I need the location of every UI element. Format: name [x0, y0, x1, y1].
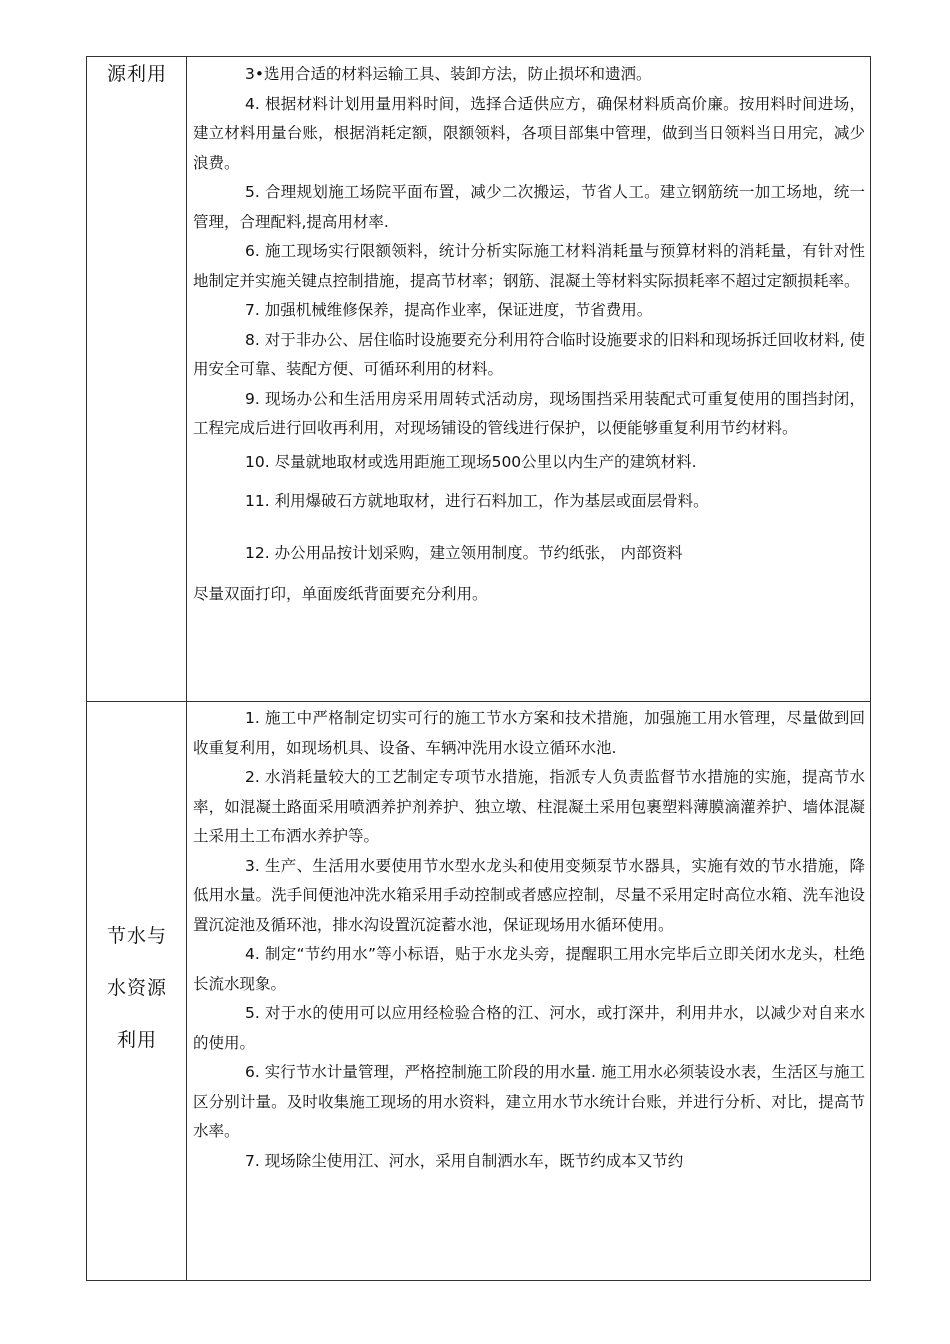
list-item: 4. 根据材料计划用量用料时间，选择合适供应方，确保材料质高价廉。按用料时间进场，建立材料用量台账，根据消耗定额，限额领料，各项目部集中管理，做到当日领料当日用完，减少浪费。: [193, 94, 865, 172]
section-label-line: 利用: [116, 1029, 157, 1051]
list-item: 4. 制定“节约用水”等小标语，贴于水龙头旁，提醒职工用水完毕后立即关闭水龙头，杜绝长流水现象。: [193, 945, 865, 993]
water-section-content: [193, 704, 865, 1176]
list-item: 7. 现场除尘使用江、河水，采用自制洒水车，既节约成本又节约: [245, 1151, 684, 1170]
list-item: 1. 施工中严格制定切实可行的施工节水方案和技术措施，加强施工用水管理，尽量做到回收重复利用，如现场机具、设备、车辆冲洗用水设立循环水池.: [193, 709, 865, 757]
section-label-material: 源利用: [106, 63, 167, 85]
section-label-line: 水资源: [106, 977, 167, 999]
list-item: 6. 实行节水计量管理，严格控制施工阶段的用水量. 施工用水必须装设水表，生活区与施工区分别计量。及时收集施工现场的用水资料，建立用水节水统计台账，并进行分析、对比，提高节水率。: [193, 1063, 865, 1140]
list-item: 12. 办公用品按计划采购，建立领用制度。节约纸张， 内部资料: [245, 543, 683, 562]
list-item-continuation: 尽量双面打印，单面废纸背面要充分利用。: [193, 585, 488, 603]
list-item: 2. 水消耗量较大的工艺制定专项节水措施，指派专人负责监督节水措施的实施，提高节水率，如混凝土路面采用喷洒养护剂养护、独立墩、柱混凝土采用包裹塑料薄膜滴灌养护、墙体混凝土采用土工布洒水养护等。: [193, 768, 865, 845]
list-item: 3•选用合适的材料运输工具、装卸方法，防止损坏和遗洒。: [245, 65, 652, 83]
list-item: 3. 生产、生活用水要使用节水型水龙头和使用变频泵节水器具，实施有效的节水措施，降低用水量。洗手间便池冲洗水箱采用手动控制或者感应控制，尽量不采用定时高位水箱、洗车池设置沉淀池及循环池，排水沟设置沉淀蓄水池，保证现场用水循环使用。: [193, 856, 865, 934]
list-item: 6. 施工现场实行限额领料，统计分析实际施工材料消耗量与预算材料的消耗量，有针对性地制定并实施关键点控制措施，提高节材率；钢筋、混凝土等材料实际损耗率不超过定额损耗率。: [193, 242, 865, 290]
list-item: 9. 现场办公和生活用房采用周转式活动房，现场围挡采用装配式可重复使用的围挡封闭，工程完成后进行回收再利用，对现场铺设的管线进行保护，以便能够重复利用节约材料。: [193, 389, 865, 437]
list-item: 10. 尽量就地取材或选用距施工现场500公里以内生产的建筑材料.: [245, 452, 697, 471]
list-item: 5. 对于水的使用可以应用经检验合格的江、河水，或打深井，利用井水，以减少对自来水的使用。: [193, 1004, 865, 1052]
row-divider: [86, 701, 871, 702]
list-item: 8. 对于非办公、居住临时设施要充分利用符合临时设施要求的旧料和现场拆迁回收材料, 使用安全可靠、装配方便、可循环利用的材料。: [193, 330, 865, 378]
material-section-content: [193, 60, 865, 610]
list-item: 11. 利用爆破石方就地取材，进行石料加工，作为基层或面层骨料。: [245, 492, 709, 510]
list-item: 5. 合理规划施工场院平面布置，减少二次搬运，节省人工。建立钢筋统一加工场地，统一管理，合理配料,提高用材率.: [193, 183, 865, 231]
section-label-water: [96, 910, 178, 1066]
section-label-line: 节水与: [106, 925, 167, 947]
column-divider: [186, 56, 187, 1281]
list-item: 7. 加强机械维修保养，提高作业率，保证进度，节省费用。: [245, 301, 653, 319]
